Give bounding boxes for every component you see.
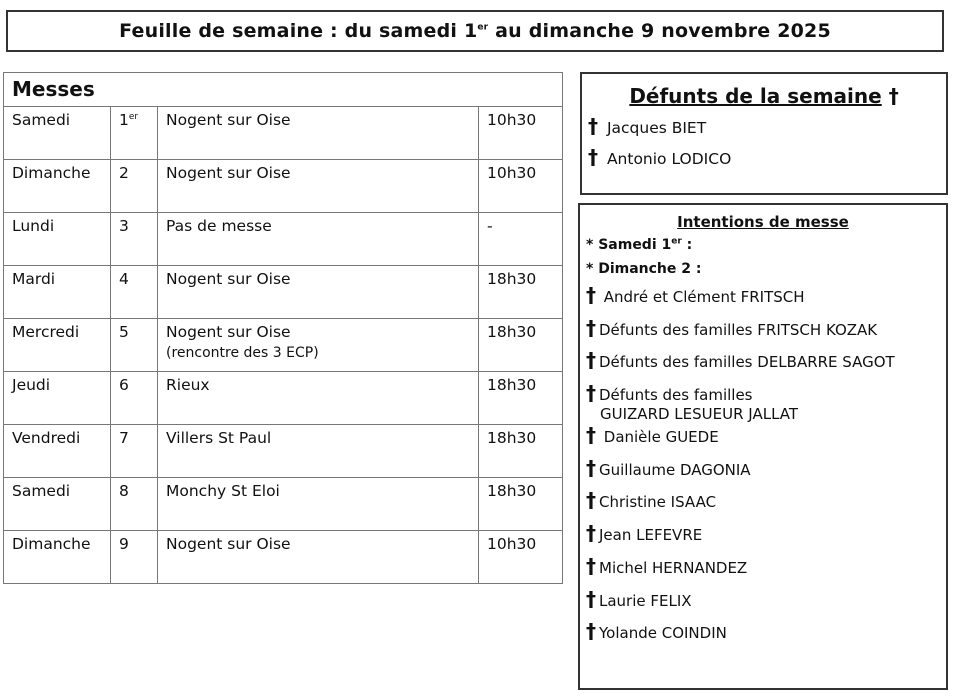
intention-text: Laurie FELIX xyxy=(599,591,692,610)
date-value: 7 xyxy=(119,429,129,447)
day-sup: er xyxy=(671,236,682,247)
messes-row xyxy=(4,478,563,531)
intention-item xyxy=(586,554,946,587)
place-cell xyxy=(158,160,479,213)
defunts-heading xyxy=(582,84,946,108)
cross-icon: † xyxy=(586,381,596,406)
defunt-item xyxy=(588,114,946,141)
date-cell xyxy=(111,531,158,584)
cross-icon: † xyxy=(586,553,596,578)
time-cell: 18h30 xyxy=(479,372,563,425)
messes-row xyxy=(4,107,563,160)
cross-icon: † xyxy=(586,586,596,611)
cross-icon: † xyxy=(586,283,596,307)
intention-text: Michel HERNANDEZ xyxy=(599,558,748,577)
time-cell: 10h30 xyxy=(479,160,563,213)
intention-text: André et Clément FRITSCH xyxy=(599,288,805,306)
cross-icon: † xyxy=(586,315,596,340)
intentions-heading: Intentions de messe xyxy=(677,213,849,231)
place-value: Nogent sur Oise xyxy=(166,164,291,182)
place-cell xyxy=(158,425,479,478)
date-value: 2 xyxy=(119,164,129,182)
time-cell: 18h30 xyxy=(479,266,563,319)
date-cell xyxy=(111,372,158,425)
time-cell: - xyxy=(479,213,563,266)
date-cell xyxy=(111,425,158,478)
place-value: Nogent sur Oise xyxy=(166,535,291,553)
intention-text: Danièle GUEDE xyxy=(599,428,719,447)
messes-row xyxy=(4,160,563,213)
intentions-days xyxy=(580,237,946,283)
day-cell: Samedi xyxy=(4,107,111,160)
place-cell xyxy=(158,213,479,266)
intentions-list xyxy=(580,283,946,652)
cross-icon: † xyxy=(586,348,596,373)
intention-text: Christine ISAAC xyxy=(599,493,717,512)
time-cell: 10h30 xyxy=(479,107,563,160)
intention-text: Guillaume DAGONIA xyxy=(599,460,751,479)
place-cell xyxy=(158,107,479,160)
time-cell: 10h30 xyxy=(479,531,563,584)
date-cell xyxy=(111,266,158,319)
day-prefix: * Dimanche 2 : xyxy=(586,261,702,277)
intention-item xyxy=(586,283,946,316)
messes-heading: Messes xyxy=(4,73,563,107)
time-cell: 18h30 xyxy=(479,319,563,372)
date-cell xyxy=(111,160,158,213)
defunts-box xyxy=(580,72,948,195)
defunts-heading-text: Défunts de la semaine xyxy=(629,84,882,108)
place-value: Pas de messe xyxy=(166,217,272,235)
place-value: Nogent sur Oise xyxy=(166,270,291,288)
messes-row xyxy=(4,319,563,372)
place-cell xyxy=(158,372,479,425)
defunt-name: Antonio LODICO xyxy=(606,150,732,168)
intention-item xyxy=(586,587,946,620)
messes-table xyxy=(3,72,563,584)
cross-icon: † xyxy=(586,455,596,480)
intention-item xyxy=(586,348,946,381)
place-value: Monchy St Eloi xyxy=(166,482,280,500)
date-cell xyxy=(111,478,158,531)
messes-row xyxy=(4,531,563,584)
date-cell xyxy=(111,213,158,266)
place-value: Villers St Paul xyxy=(166,429,272,447)
intention-item xyxy=(586,488,946,521)
place-cell xyxy=(158,319,479,372)
defunt-name: Jacques BIET xyxy=(606,119,707,137)
day-cell: Samedi xyxy=(4,478,111,531)
place-cell xyxy=(158,478,479,531)
date-value: 6 xyxy=(119,376,129,394)
date-value: 4 xyxy=(119,270,129,288)
cross-icon: † xyxy=(888,84,899,108)
title-suffix: au dimanche 9 novembre 2025 xyxy=(488,20,831,42)
day-cell: Dimanche xyxy=(4,531,111,584)
messes-row xyxy=(4,425,563,478)
messes-row xyxy=(4,213,563,266)
date-sup: er xyxy=(128,111,139,122)
messes-row xyxy=(4,266,563,319)
page-title-box xyxy=(6,10,944,52)
day-cell: Mardi xyxy=(4,266,111,319)
time-cell: 18h30 xyxy=(479,478,563,531)
place-value: Rieux xyxy=(166,376,210,394)
intention-text: Défunts des familles DELBARRE SAGOT xyxy=(599,353,895,372)
cross-icon: † xyxy=(588,145,598,169)
defunts-list xyxy=(582,114,946,172)
time-cell: 18h30 xyxy=(479,425,563,478)
cross-icon: † xyxy=(586,521,596,546)
title-sup: er xyxy=(477,22,489,33)
date-value: 3 xyxy=(119,217,129,235)
intention-item xyxy=(586,316,946,349)
title-prefix: Feuille de semaine : du samedi 1 xyxy=(119,20,478,42)
day-cell: Jeudi xyxy=(4,372,111,425)
day-suffix: : xyxy=(681,237,693,253)
intention-item xyxy=(586,521,946,554)
date-value: 1 xyxy=(119,111,129,129)
intention-day xyxy=(586,261,946,283)
intention-day xyxy=(586,237,946,259)
place-cell xyxy=(158,266,479,319)
date-cell xyxy=(111,107,158,160)
cross-icon: † xyxy=(588,114,598,138)
messes-header-row xyxy=(4,73,563,107)
intentions-box xyxy=(578,203,948,690)
day-cell: Vendredi xyxy=(4,425,111,478)
date-value: 5 xyxy=(119,323,129,341)
cross-icon: † xyxy=(586,619,596,644)
page-title xyxy=(119,20,831,42)
intention-item xyxy=(586,381,946,423)
intention-text: Jean LEFEVRE xyxy=(599,526,703,545)
intention-text: Défunts des familles FRITSCH KOZAK xyxy=(599,320,878,339)
intention-text-continued: GUIZARD LESUEUR JALLAT xyxy=(600,405,799,424)
date-value: 8 xyxy=(119,482,129,500)
intention-item xyxy=(586,423,946,456)
messes-row xyxy=(4,372,563,425)
place-cell xyxy=(158,531,479,584)
intention-text: Défunts des familles xyxy=(599,386,753,405)
place-value: Nogent sur Oise xyxy=(166,111,291,129)
cross-icon: † xyxy=(586,488,596,513)
intention-item xyxy=(586,456,946,489)
defunt-item xyxy=(588,145,946,172)
cross-icon: † xyxy=(586,423,596,448)
place-value: Nogent sur Oise xyxy=(166,323,291,341)
day-cell: Mercredi xyxy=(4,319,111,372)
day-cell: Lundi xyxy=(4,213,111,266)
intention-text: Yolande COINDIN xyxy=(599,624,727,643)
day-prefix: * Samedi 1 xyxy=(586,237,672,253)
day-cell: Dimanche xyxy=(4,160,111,213)
place-note: (rencontre des 3 ECP) xyxy=(166,345,319,361)
date-value: 9 xyxy=(119,535,129,553)
date-cell xyxy=(111,319,158,372)
intention-item xyxy=(586,619,946,652)
